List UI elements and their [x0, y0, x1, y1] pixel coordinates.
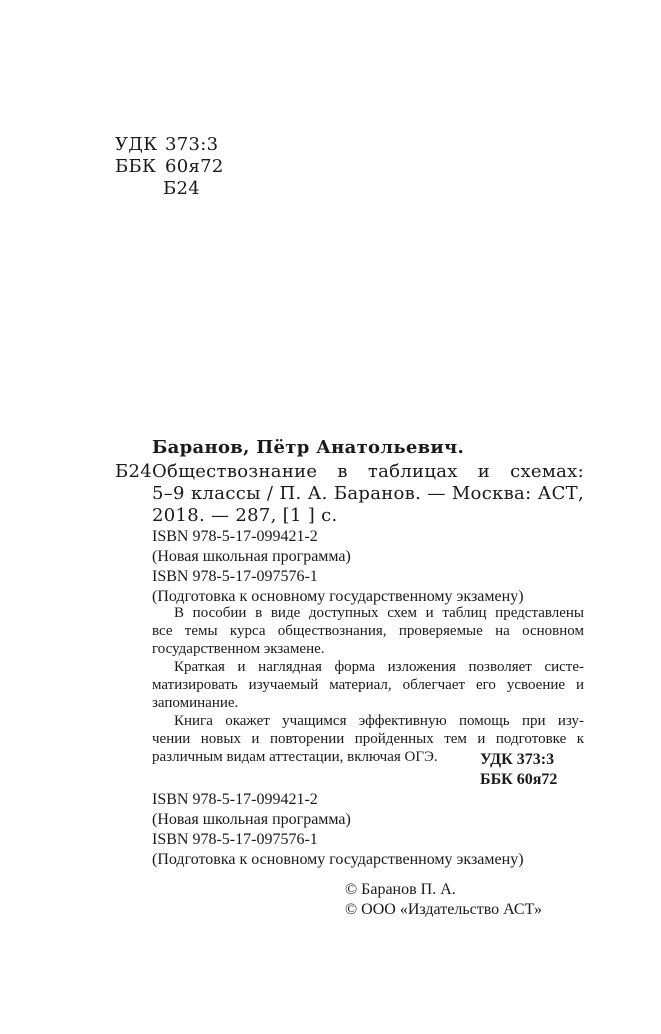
- udk-code: УДК 373:3: [480, 751, 555, 768]
- series-line: (Новая школьная программа): [152, 811, 351, 828]
- annotation-line: Книга окажет учащимся эффективную помощь при изу-: [174, 713, 584, 729]
- isbn-line: ISBN 978-5-17-099421-2: [152, 528, 318, 545]
- isbn-block-card: [152, 527, 592, 607]
- annotation-line: различным видам аттестации, включая ОГЭ.: [152, 749, 438, 765]
- bbk-code: ББК 60я72: [480, 771, 558, 788]
- bbk-row: [115, 156, 224, 178]
- udk-label: УДК: [115, 134, 158, 155]
- series-line: (Подготовка к основному государственному экзамену): [152, 588, 524, 605]
- annotation-line: государственном экзамене.: [152, 641, 325, 657]
- bbk-label: ББК: [115, 156, 157, 177]
- annotation-line: запоминание.: [152, 695, 239, 711]
- isbn-line: ISBN 978-5-17-097576-1: [152, 568, 318, 585]
- series-line: (Подготовка к основному государственному экзамену): [152, 851, 524, 868]
- isbn-line: ISBN 978-5-17-099421-2: [152, 791, 318, 808]
- author-heading: Баранов, Пётр Анатольевич.: [152, 437, 465, 458]
- description-line: 2018. — 287, [1 ] с.: [152, 505, 338, 526]
- description-line: 5–9 классы / П. А. Баранов. — Москва: АСТ,: [152, 483, 584, 504]
- annotation-line: матизировать изучаемый материал, облегчает его усвоение и: [152, 677, 584, 693]
- annotation-line: чении новых и повторении пройденных тем и подготовке к: [152, 731, 584, 747]
- bbk-value: 60я72: [165, 156, 224, 177]
- copyright-block: [345, 880, 542, 920]
- udk-row: [115, 134, 224, 156]
- annotation-line: Краткая и наглядная форма изложения позволяет систе-: [174, 659, 584, 675]
- description-line: Обществознание в таблицах и схемах:: [152, 461, 584, 482]
- isbn-block-footer: [152, 790, 524, 870]
- author-mark-card: Б24: [115, 461, 153, 482]
- bibliographic-description: [152, 461, 584, 527]
- classification-codes: [115, 134, 224, 178]
- copyright-publisher: © ООО «Издательство АСТ»: [345, 901, 542, 918]
- annotation-line: все темы курса обществознания, проверяемые на основном: [152, 623, 584, 639]
- annotation: [152, 604, 584, 766]
- isbn-line: ISBN 978-5-17-097576-1: [152, 831, 318, 848]
- annotation-paragraph: [152, 604, 584, 658]
- author-mark-top: Б24: [163, 178, 201, 199]
- udk-value: 373:3: [165, 134, 219, 155]
- classification-codes-card: [480, 750, 557, 790]
- annotation-paragraph: [152, 658, 584, 712]
- annotation-line: В пособии в виде доступных схем и таблиц представлены: [174, 605, 584, 621]
- copyright-author: © Баранов П. А.: [345, 881, 456, 898]
- series-line: (Новая школьная программа): [152, 548, 351, 565]
